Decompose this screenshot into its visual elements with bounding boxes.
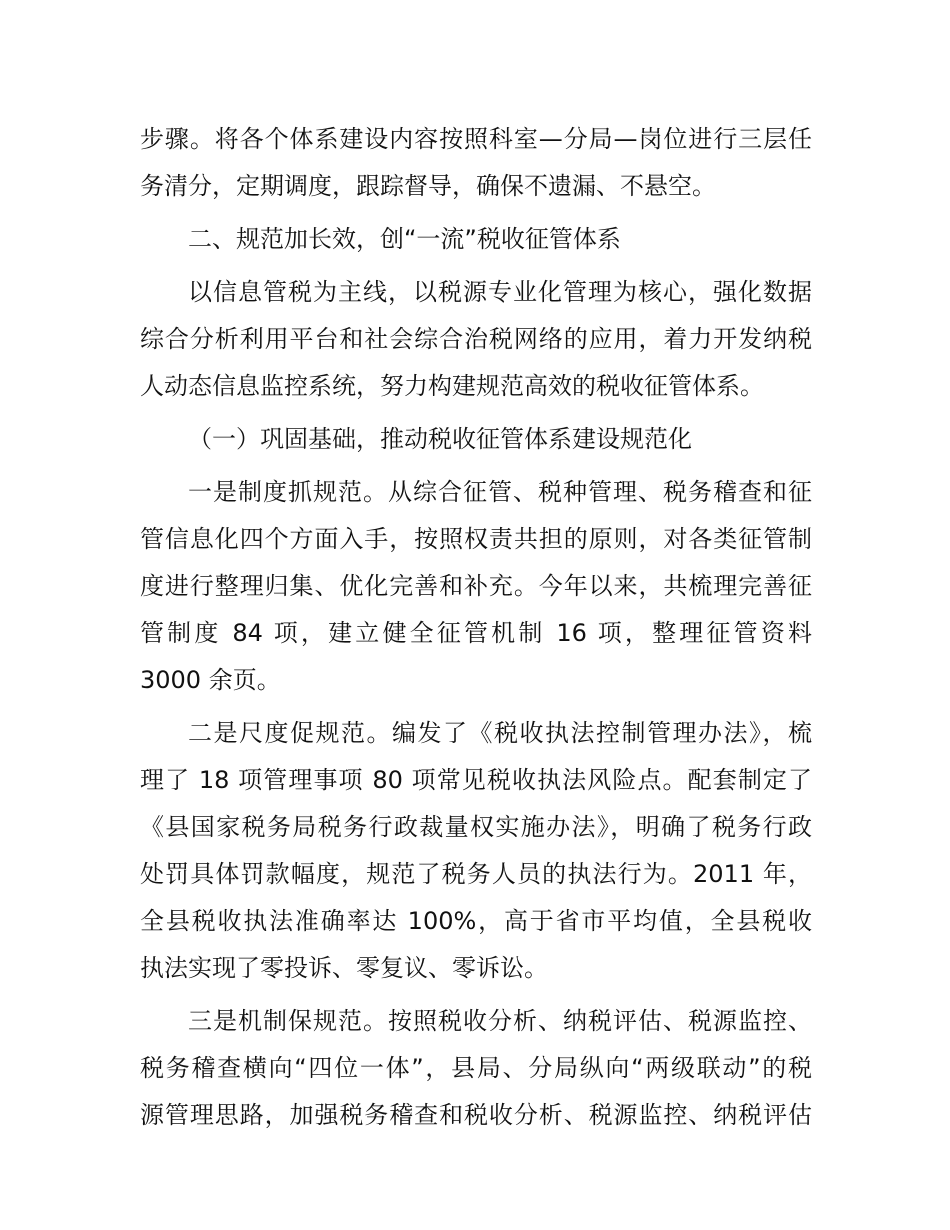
text-line: 务清分，定期调度，跟踪督导，确保不遗漏、不悬空。 xyxy=(140,172,716,200)
text-line: 人动态信息监控系统，努力构建规范高效的税收征管体系。 xyxy=(140,372,764,400)
document-body xyxy=(140,116,812,1139)
text-line: 源管理思路，加强税务稽查和税收分析、税源监控、纳税评估 xyxy=(140,1101,812,1129)
text-line: 管制度 84 项，建立健全征管机制 16 项，整理征管资料 xyxy=(140,619,812,647)
text-line: 全县税收执法准确率达 100%，高于省市平均值，全县税收 xyxy=(140,907,812,935)
text-line: 执法实现了零投诉、零复议、零诉讼。 xyxy=(140,954,548,982)
text-line: 步骤。将各个体系建设内容按照科室—分局—岗位进行三层任 xyxy=(140,125,812,153)
text-line: 二是尺度促规范。编发了《税收执法控制管理办法》，梳 xyxy=(188,719,812,747)
text-line: 二、规范加长效，创“一流”税收征管体系 xyxy=(188,225,621,253)
text-line: 管信息化四个方面入手，按照权责共担的原则，对各类征管制 xyxy=(140,525,812,553)
text-line: 以信息管税为主线，以税源专业化管理为核心，强化数据 xyxy=(188,278,812,306)
text-line: 综合分析利用平台和社会综合治税网络的应用，着力开发纳税 xyxy=(140,325,812,353)
text-line: 一是制度抓规范。从综合征管、税种管理、税务稽查和征 xyxy=(188,478,812,506)
text-line: 三是机制保规范。按照税收分析、纳税评估、税源监控、 xyxy=(188,1007,812,1035)
text-line: 度进行整理归集、优化完善和补充。今年以来，共梳理完善征 xyxy=(140,572,812,600)
text-line: 《县国家税务局税务行政裁量权实施办法》，明确了税务行政 xyxy=(140,813,812,841)
text-line: 处罚具体罚款幅度，规范了税务人员的执法行为。2011 年， xyxy=(140,860,812,888)
text-line: 税务稽查横向“四位一体”，县局、分局纵向“两级联动”的税 xyxy=(140,1054,812,1082)
text-line: 理了 18 项管理事项 80 项常见税收执法风险点。配套制定了 xyxy=(140,766,812,794)
text-line: （一）巩固基础，推动税收征管体系建设规范化 xyxy=(188,425,692,453)
text-line: 3000 余页。 xyxy=(140,666,281,694)
